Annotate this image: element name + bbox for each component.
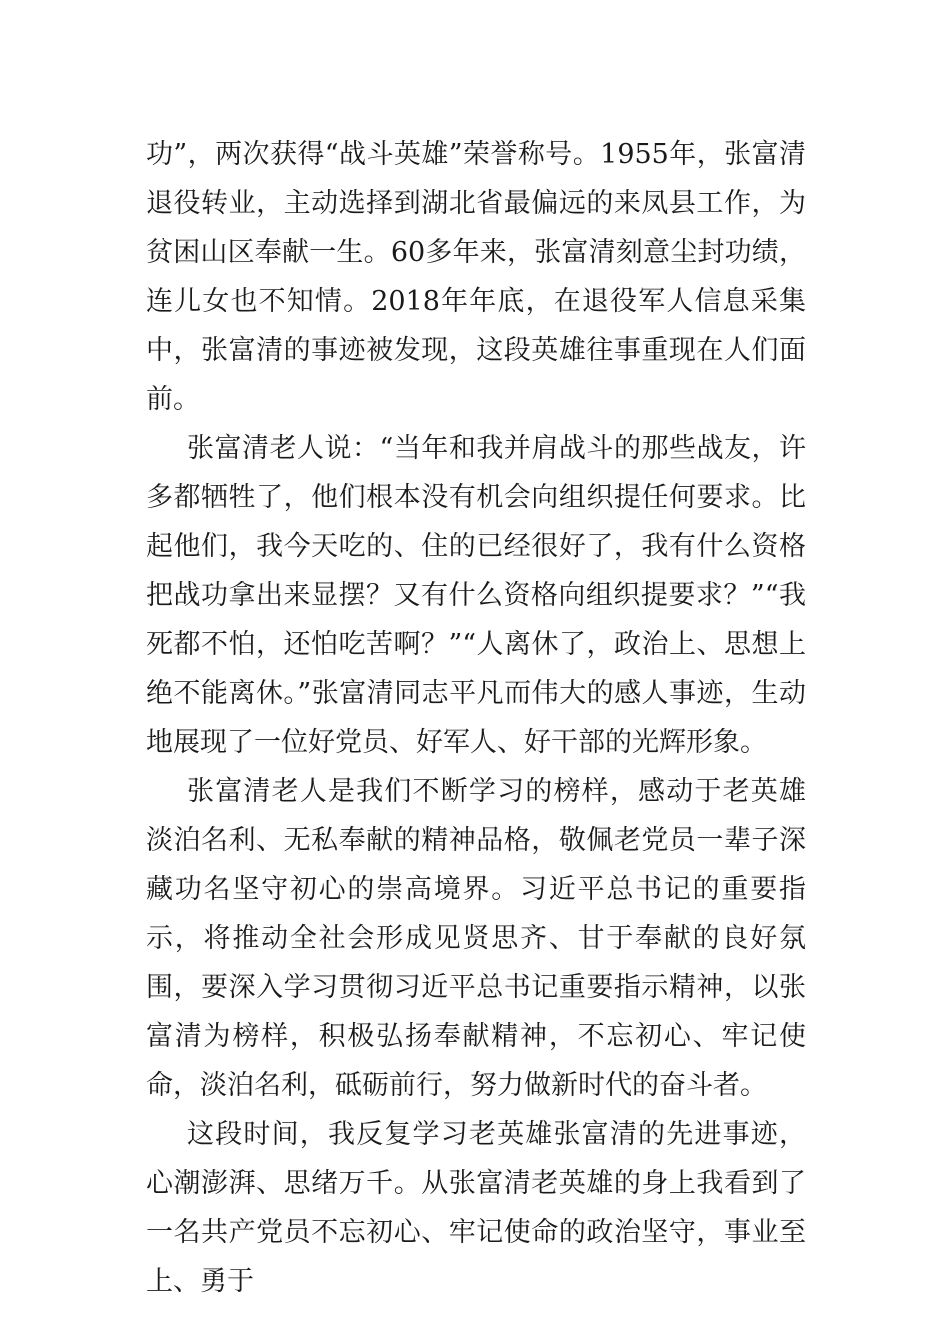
paragraph-reflection: 这段时间，我反复学习老英雄张富清的先进事迹，心潮澎湃、思绪万千。从张富清老英雄的身上我看到了一名共产党员不忘初心、牢记使命的政治坚守，事业至上、勇于 xyxy=(146,1119,806,1297)
paragraph-continuation: 功”，两次获得“战斗英雄”荣誉称号。1955年，张富清退役转业，主动选择到湖北省最偏远的来凤县工作，为贫困山区奉献一生。60多年来，张富清刻意尘封功绩，连儿女也不知情。2018年年底，在退役军人信息采集中，张富清的事迹被发现，这段英雄往事重现在人们面前。 xyxy=(146,139,806,415)
paragraph-quote: 张富清老人说：“当年和我并肩战斗的那些战友，许多都牺牲了，他们根本没有机会向组织提任何要求。比起他们，我今天吃的、住的已经很好了，我有什么资格把战功拿出来显摆？又有什么资格向组织提要求？”“我死都不怕，还怕吃苦啊？”“人离休了，政治上、思想上绝不能离休。”张富清同志平凡而伟大的感人事迹，生动地展现了一位好党员、好军人、好干部的光辉形象。 xyxy=(146,433,806,758)
document-body xyxy=(146,130,806,1306)
paragraph-role-model: 张富清老人是我们不断学习的榜样，感动于老英雄淡泊名利、无私奉献的精神品格，敬佩老党员一辈子深藏功名坚守初心的崇高境界。习近平总书记的重要指示，将推动全社会形成见贤思齐、甘于奉献的良好氛围，要深入学习贯彻习近平总书记重要指示精神，以张富清为榜样，积极弘扬奉献精神，不忘初心、牢记使命，淡泊名利，砥砺前行，努力做新时代的奋斗者。 xyxy=(146,776,806,1101)
